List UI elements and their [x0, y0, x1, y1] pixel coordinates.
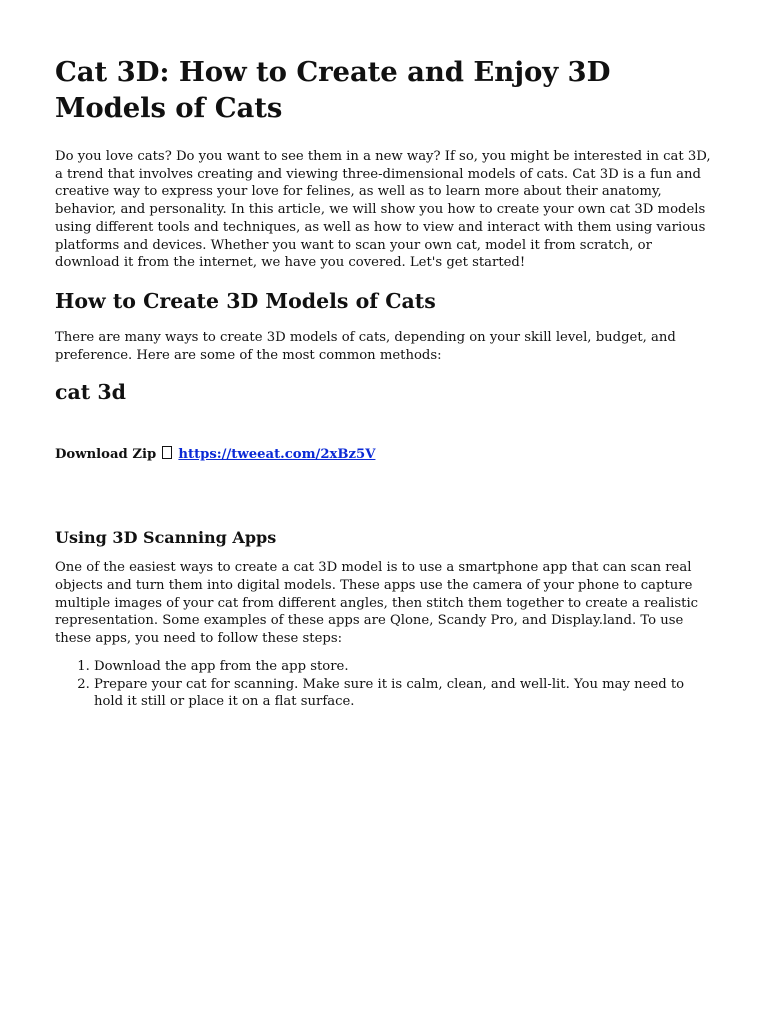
subsection-paragraph: One of the easiest ways to create a cat 3D model is to use a smartphone app that can scan real objects and turn them into digital models. These apps use the camera of your phone to capture multiple images of your cat from different angles, then stitch them together to create a realistic representation. Some examples of these apps are Qlone, Scandy Pro, and Display.land. To use these apps, you need to follow these steps: — [55, 560, 699, 647]
missing-glyph-icon — [162, 446, 172, 459]
section-intro-paragraph: There are many ways to create 3D models of cats, depending on your skill level, budget, and preference. Here are some of the most common methods: — [55, 329, 676, 363]
steps-list — [55, 658, 715, 711]
section-heading: How to Create 3D Models of Cats — [55, 288, 436, 313]
download-line — [55, 446, 715, 464]
page-title: Cat 3D: How to Create and Enjoy 3D Models of Cats — [55, 56, 611, 124]
intro-paragraph: Do you love cats? Do you want to see them in a new way? If so, you might be interested in cat 3D, a trend that involves creating and viewing three-dimensional models of cats. Cat 3D is a fun and creative way to express your love for felines, as well as to learn more about their anatomy, behavior, and personality. In this article, we will show you how to create your own cat 3D models using different tools and techniques, as well as how to view and interact with them using various platforms and devices. Whether you want to scan your own cat, model it from scratch, or download it from the internet, we have you covered. Let's get started! — [55, 149, 711, 271]
list-item: 2. Prepare your cat for scanning. Make sure it is calm, clean, and well-lit. You may need to hold it still or place it on a flat surface. — [94, 676, 715, 711]
keyword-heading: cat 3d — [55, 380, 126, 405]
download-label: Download Zip — [55, 447, 157, 463]
list-item: 1. Download the app from the app store. — [94, 658, 715, 676]
subsection-heading: Using 3D Scanning Apps — [55, 528, 277, 548]
download-link[interactable]: https://tweeat.com/2xBz5V — [178, 447, 376, 463]
